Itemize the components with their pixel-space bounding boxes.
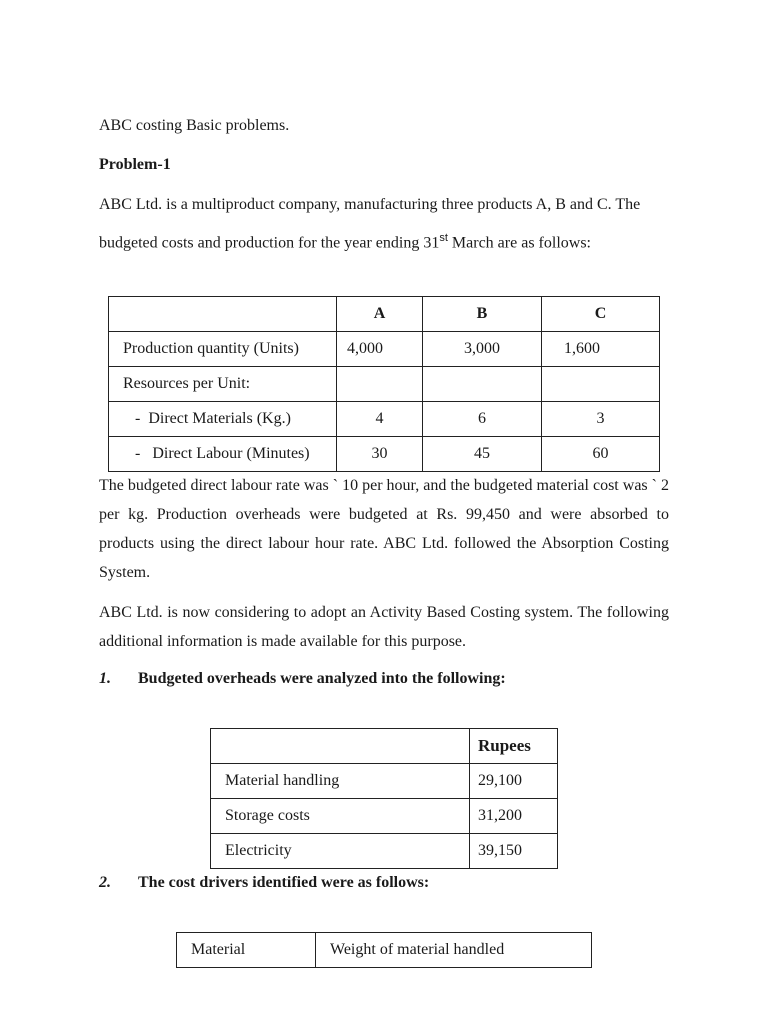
table-row bbox=[211, 799, 558, 834]
table-row bbox=[109, 367, 660, 402]
table-cell bbox=[423, 367, 542, 402]
table-cell: Weight of material handled bbox=[316, 933, 592, 968]
table-cell: 4 bbox=[337, 402, 423, 437]
list-item-1: Budgeted overheads were analyzed into the following: bbox=[138, 670, 506, 687]
list-number-1: 1. bbox=[99, 670, 111, 687]
table-cell: Material handling bbox=[211, 764, 470, 799]
table-cell: 39,150 bbox=[470, 834, 558, 869]
table-cell: - Direct Materials (Kg.) bbox=[109, 402, 337, 437]
table-header-row bbox=[109, 297, 660, 332]
table-header-cell bbox=[109, 297, 337, 332]
overheads-table bbox=[210, 728, 558, 869]
labour-rate-paragraph: The budgeted direct labour rate was ` 10 per hour, and the budgeted material cost was ` 2 per kg. Production overheads were budgeted at Rs. 99,450 and were absorbed to products using the direct labour hour rate. ABC Ltd. followed the Absorption Costing System. bbox=[99, 477, 669, 581]
table-cell: Resources per Unit: bbox=[109, 367, 337, 402]
intro-line-1: ABC Ltd. is a multiproduct company, manufacturing three products A, B and C. The bbox=[99, 196, 641, 213]
table-row bbox=[211, 764, 558, 799]
production-table bbox=[108, 296, 660, 472]
table-header-cell bbox=[211, 729, 470, 764]
table-row bbox=[109, 332, 660, 367]
table-cell: Production quantity (Units) bbox=[109, 332, 337, 367]
table-header-cell: B bbox=[423, 297, 542, 332]
abc-paragraph: ABC Ltd. is now considering to adopt an Activity Based Costing system. The following additional information is made available for this purpose. bbox=[99, 604, 669, 650]
problem-heading: Problem-1 bbox=[99, 156, 171, 173]
cost-drivers-table bbox=[176, 932, 592, 968]
table-cell bbox=[337, 367, 423, 402]
table-cell: 3 bbox=[542, 402, 660, 437]
table-header-row bbox=[211, 729, 558, 764]
table-row bbox=[109, 402, 660, 437]
intro-line-2-text: budgeted costs and production for the year ending 31 bbox=[99, 234, 440, 252]
intro-line-2-end: March are as follows: bbox=[447, 234, 591, 252]
table-cell: 6 bbox=[423, 402, 542, 437]
table-cell: Material bbox=[177, 933, 316, 968]
list-number-2: 2. bbox=[99, 874, 111, 891]
table-header-cell: C bbox=[542, 297, 660, 332]
document-title: ABC costing Basic problems. bbox=[99, 117, 290, 134]
table-cell: 45 bbox=[423, 437, 542, 472]
table-cell: 29,100 bbox=[470, 764, 558, 799]
table-cell: - Direct Labour (Minutes) bbox=[109, 437, 337, 472]
table-row bbox=[177, 933, 592, 968]
table-cell: 60 bbox=[542, 437, 660, 472]
table-cell: Electricity bbox=[211, 834, 470, 869]
intro-line-2 bbox=[99, 232, 591, 252]
table-cell: 31,200 bbox=[470, 799, 558, 834]
table-cell bbox=[542, 367, 660, 402]
table-cell: 30 bbox=[337, 437, 423, 472]
ordinal-suffix: st bbox=[439, 232, 448, 244]
table-cell: 1,600 bbox=[542, 332, 660, 367]
table-cell: 4,000 bbox=[337, 332, 423, 367]
table-cell: Storage costs bbox=[211, 799, 470, 834]
table-header-cell: A bbox=[337, 297, 423, 332]
list-item-2: The cost drivers identified were as follows: bbox=[138, 874, 430, 891]
table-row bbox=[109, 437, 660, 472]
table-cell: 3,000 bbox=[423, 332, 542, 367]
table-row bbox=[211, 834, 558, 869]
table-header-cell: Rupees bbox=[470, 729, 558, 764]
